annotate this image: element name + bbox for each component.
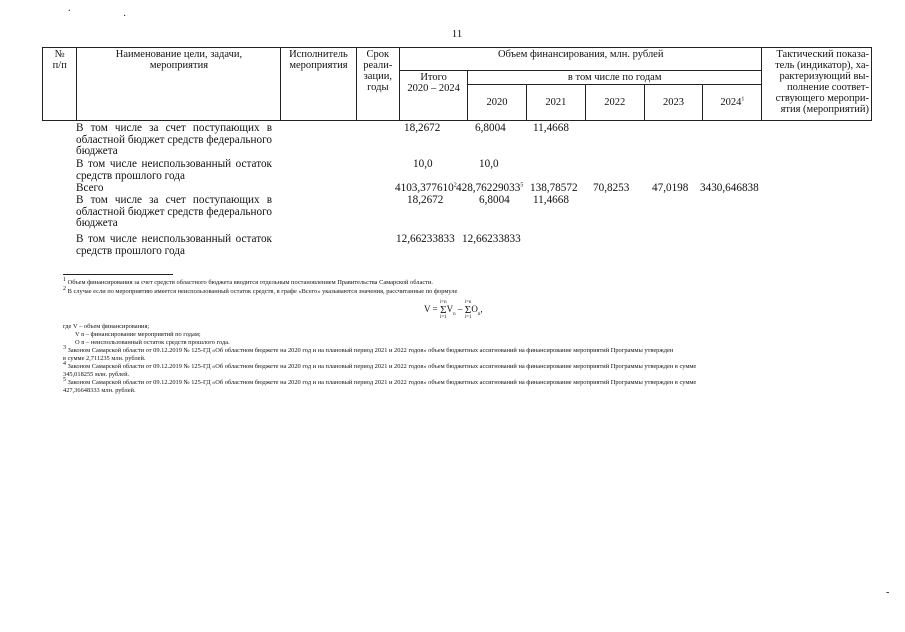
- footnote-separator: [63, 274, 173, 275]
- row-5-2020: 12,66233833: [462, 233, 521, 245]
- header-year-2020: 2020: [468, 85, 527, 121]
- row-5-desc: В том числе неиспользованный остаток средств прошлого года: [76, 233, 272, 257]
- row-4-2020: 6,8004: [479, 194, 510, 206]
- row-3-2024: 3430,646838: [700, 182, 759, 194]
- financing-table-header: [42, 47, 872, 121]
- scan-speck: ·: [123, 11, 127, 22]
- footnote-where-1: где V – объем финансирования;: [63, 323, 150, 330]
- row-3-2022: 70,8253: [593, 182, 630, 194]
- header-year-2023: 2023: [644, 85, 703, 121]
- header-year-2022: 2022: [585, 85, 644, 121]
- header-year-2024: 2024$^1$: [703, 85, 762, 121]
- page-number: 11: [451, 28, 463, 40]
- row-2-total: 10,0: [413, 158, 433, 170]
- header-year-2021: 2021: [526, 85, 585, 121]
- footnote-where-2: V n – финансирование мероприятий по годам;: [75, 331, 201, 338]
- row-5-total: 12,66233833: [396, 233, 455, 245]
- row-3-total: 4103,377610$^2$: [395, 182, 457, 194]
- header-financing: Объем финансирования, млн. рублей: [400, 48, 762, 71]
- header-term: Срок реали- зации, годы: [356, 48, 400, 121]
- row-4-desc: В том числе за счет поступающих в областной бюджет средств федерального бюджета: [76, 194, 272, 229]
- footnote-2: $^2$ В случае если по мероприятию имеется неиспользованный остаток средств, в графе «Всего» указываются значения, рассчитанные по формуле: [63, 285, 458, 295]
- footnote-where-3: O n – неиспользованный остаток средств прошлого года.: [75, 339, 230, 346]
- row-1-2021: 11,4668: [533, 122, 569, 134]
- row-1-total: 18,2672: [404, 122, 441, 134]
- header-indicator: Тактический показа- тель (индикатор), ха- рактеризующий вы- полнение соответ- ствующего меропри- ятия (мероприятий): [762, 48, 872, 121]
- header-number: № п/п: [43, 48, 77, 121]
- scan-speck: .: [68, 3, 71, 14]
- row-3-2023: 47,0198: [652, 182, 689, 194]
- header-name: Наименование цели, задачи, мероприятия: [77, 48, 281, 121]
- scan-speck: -: [886, 587, 890, 598]
- header-executor: Исполнитель мероприятия: [281, 48, 356, 121]
- row-3-desc: Всего: [76, 182, 104, 194]
- row-1-2020: 6,8004: [475, 122, 506, 134]
- row-4-total: 18,2672: [407, 194, 444, 206]
- row-3-2021: 138,78572: [530, 182, 578, 194]
- formula: V = i=n Σ $i=1V_n - i=n$ Σ $i=1O_n$,: [424, 300, 483, 320]
- footnote-1: $^1$ Объем финансирования за счет средств областного бюджета вводится отдельным постановлением Правительства Самарской области.: [63, 276, 433, 286]
- footnote-4: $^4$ Законом Самарской области от 09.12.2019 № 125-ГД «Об областном бюджете на 2020 год и на плановый период 2021 и 2022 годов» объем бюджетных ассигнований на финансирование мероприятий Программы утвержден в сумме 345,018255 млн. рублей.: [63, 360, 697, 378]
- row-2-desc: В том числе неиспользованный остаток средств прошлого года: [76, 158, 272, 182]
- footnote-3: $^3$ Законом Самарской области от 09.12.2019 № 125-ГД «Об областном бюджете на 2020 год и на плановый период 2021 и 2022 годов» объем бюджетных ассигнований на финансирование мероприятий Программы утвержден в сумме 2,711235 млн. рублей.: [63, 344, 674, 362]
- footnote-5: $^5$ Законом Самарской области от 09.12.2019 № 125-ГД «Об областном бюджете на 2020 год и на плановый период 2021 и 2022 годов» объем бюджетных ассигнований на финансирование мероприятий Программы утвержден в сумме 427,36648333 млн. рублей.: [63, 376, 697, 394]
- header-total: Итого 2020 – 2024: [400, 71, 468, 121]
- header-years-group: в том числе по годам: [468, 71, 762, 85]
- row-4-2021: 11,4668: [533, 194, 569, 206]
- row-2-2020: 10,0: [479, 158, 499, 170]
- row-1-desc: В том числе за счет поступающих в областной бюджет средств федерального бюджета: [76, 122, 272, 157]
- row-3-2020: 428,76229033$^5$: [456, 182, 524, 194]
